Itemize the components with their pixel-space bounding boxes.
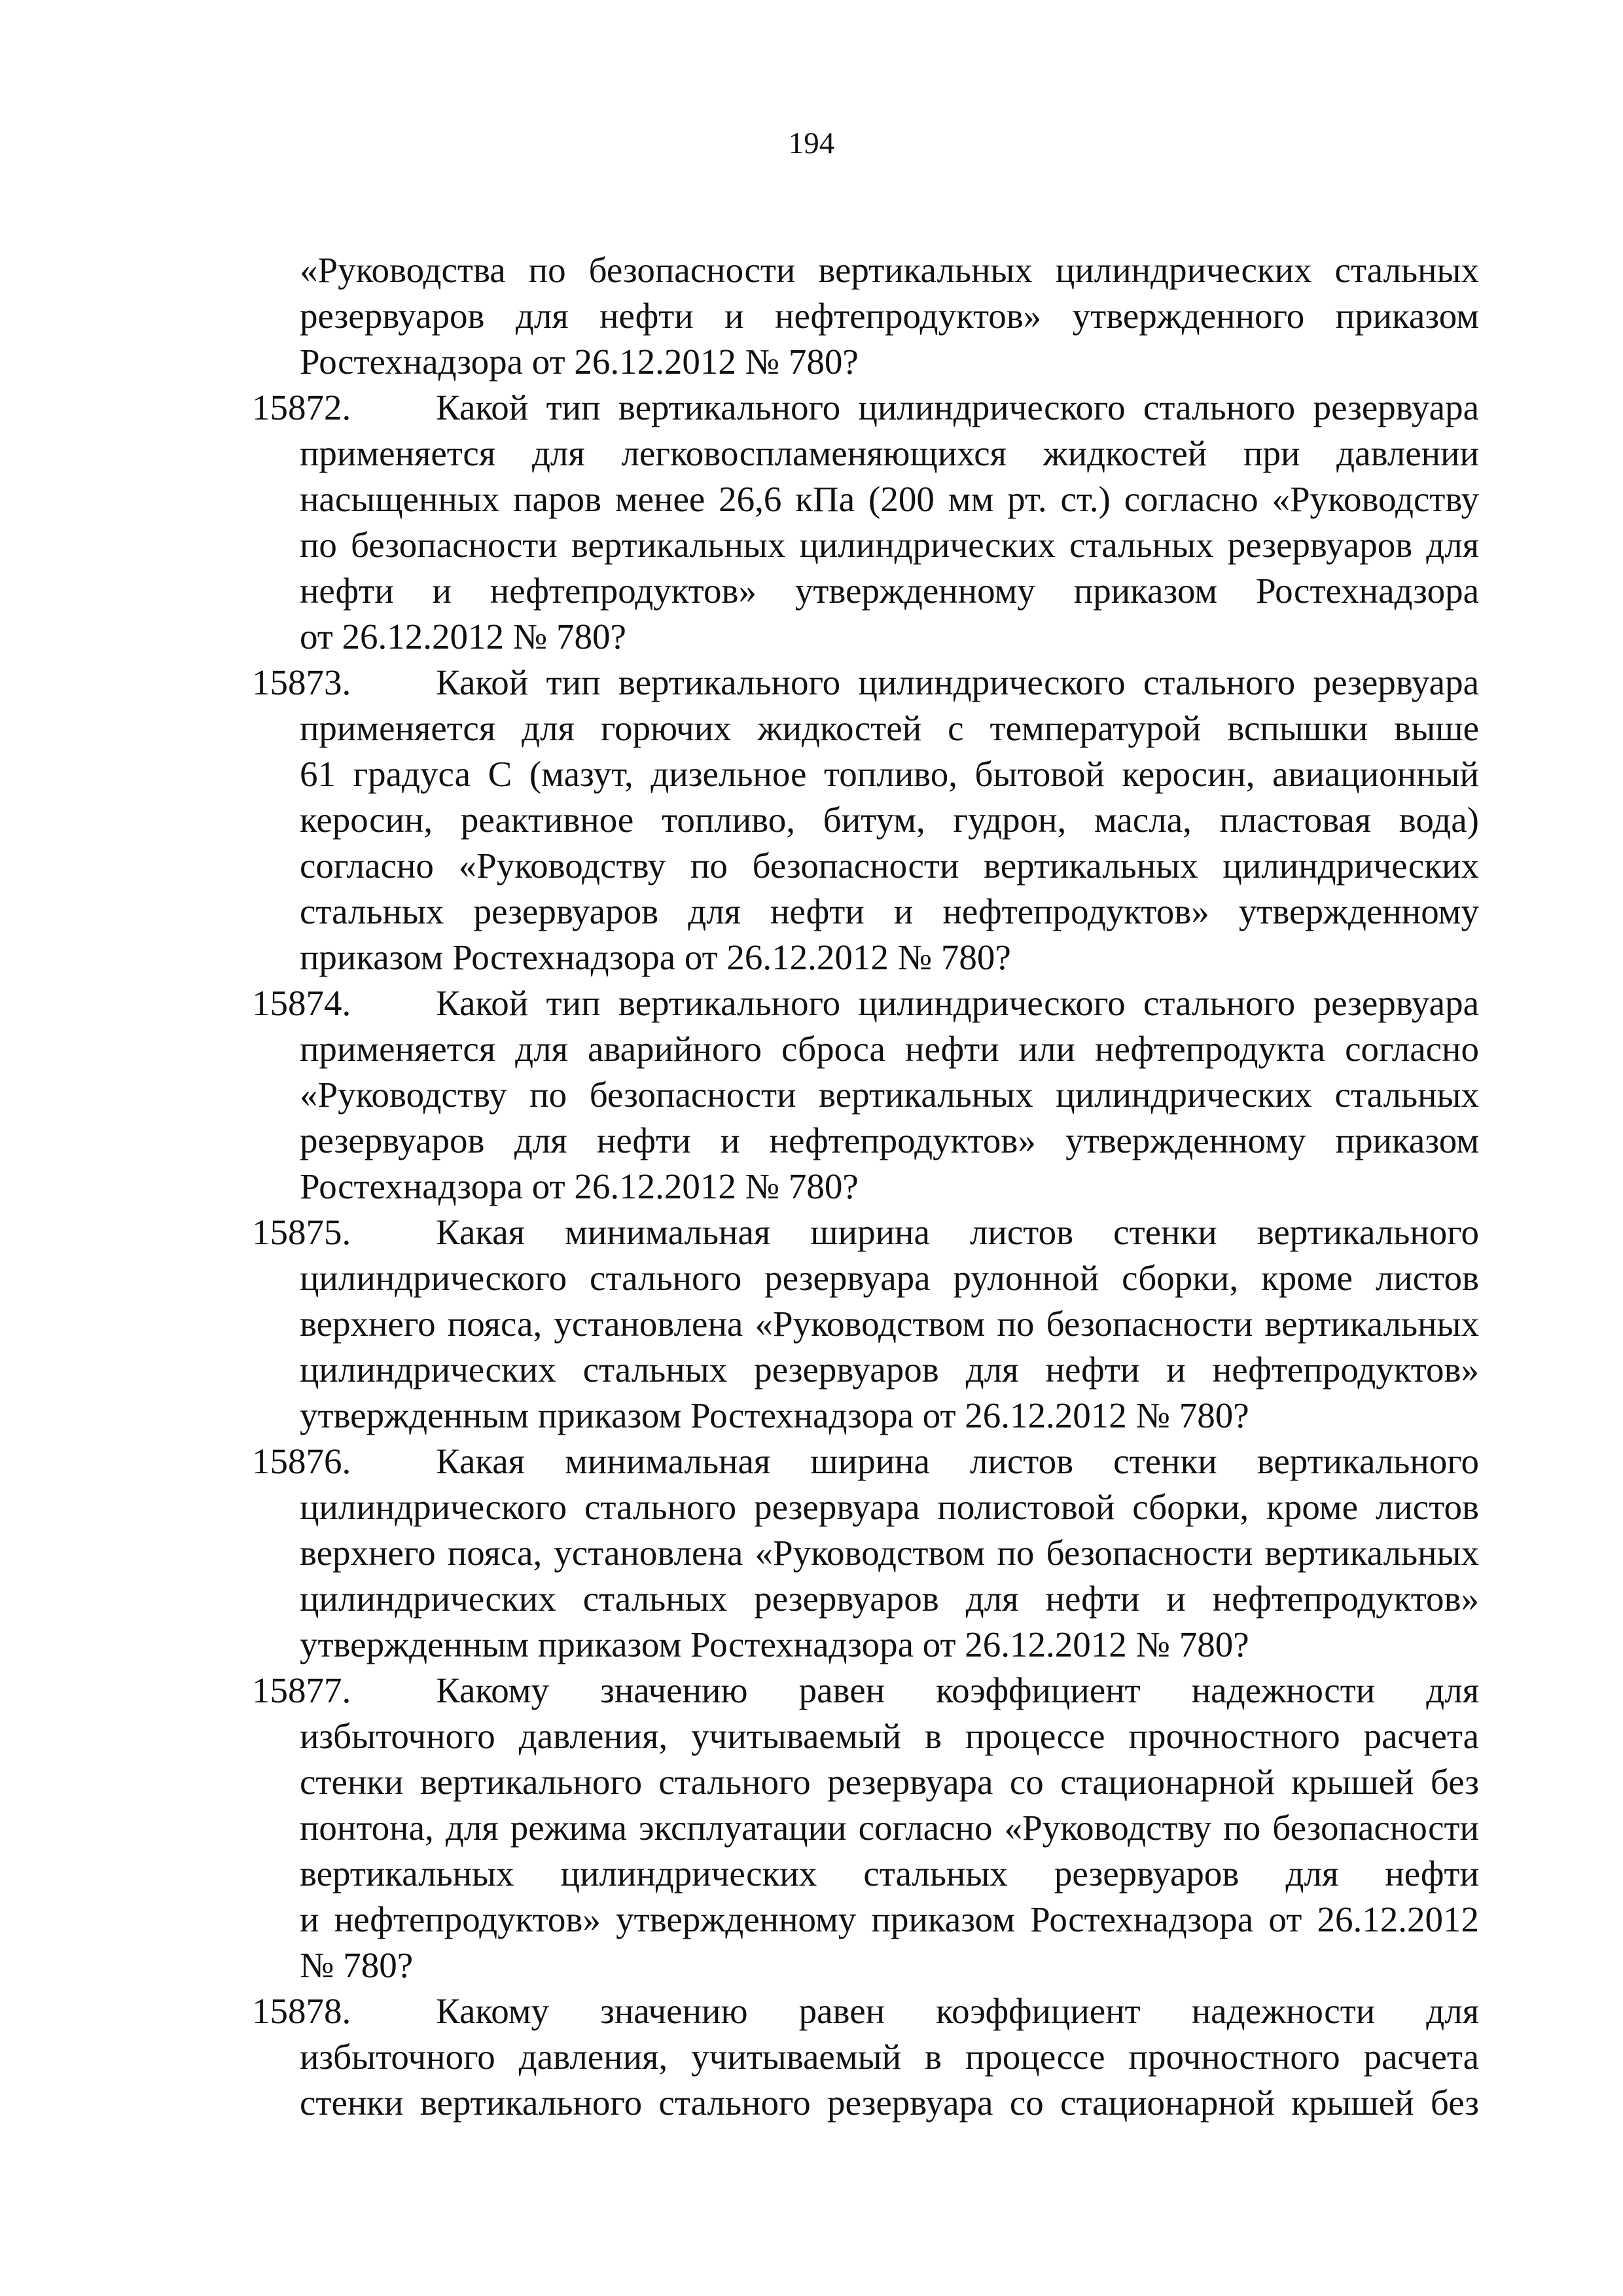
question-line: применяется для горючих жидкостей с температурой вспышки выше (300, 708, 1479, 748)
question-number: 15877. (252, 1670, 351, 1710)
question-number: 15875. (252, 1212, 351, 1252)
question-line: от 26.12.2012 № 780? (300, 617, 626, 656)
question-line: керосин, реактивное топливо, битум, гудрон, масла, пластовая вода) (300, 800, 1479, 840)
question-line: насыщенных паров менее 26,6 кПа (200 мм рт. ст.) согласно «Руководству (300, 479, 1479, 519)
question-line: Какой тип вертикального цилиндрического стального резервуара (436, 387, 1479, 427)
intro-line: Ростехнадзора от 26.12.2012 № 780? (300, 342, 859, 382)
question-line: Какой тип вертикального цилиндрического стального резервуара (436, 662, 1479, 702)
intro-line: «Руководства по безопасности вертикальных цилиндрических стальных (300, 250, 1479, 290)
question-line: Ростехнадзора от 26.12.2012 № 780? (300, 1166, 859, 1206)
question-line: резервуаров для нефти и нефтепродуктов» утвержденному приказом (300, 1121, 1479, 1160)
question-line: приказом Ростехнадзора от 26.12.2012 № 780? (300, 937, 1011, 977)
question-number: 15878. (252, 1991, 351, 2031)
question-line: согласно «Руководству по безопасности вертикальных цилиндрических (300, 846, 1479, 886)
question-line: стенки вертикального стального резервуара со стационарной крышей без (300, 1762, 1479, 1802)
question-line: 61 градуса С (мазут, дизельное топливо, бытовой керосин, авиационный (300, 754, 1479, 794)
question-number: 15873. (252, 662, 351, 702)
question-line: цилиндрических стальных резервуаров для нефти и нефтепродуктов» (300, 1579, 1479, 1619)
question-line: и нефтепродуктов» утвержденному приказом Ростехнадзора от 26.12.2012 (300, 1899, 1479, 1939)
question-line: применяется для аварийного сброса нефти или нефтепродукта согласно (300, 1029, 1479, 1069)
question-line: нефти и нефтепродуктов» утвержденному приказом Ростехнадзора (300, 571, 1479, 611)
question-line: Какой тип вертикального цилиндрического стального резервуара (436, 983, 1479, 1023)
question-line: цилиндрического стального резервуара рулонной сборки, кроме листов (300, 1258, 1479, 1298)
question-line: избыточного давления, учитываемый в процессе прочностного расчета (300, 2037, 1479, 2077)
question-line: понтона, для режима эксплуатации согласно «Руководству по безопасности (300, 1808, 1479, 1848)
question-line: Какая минимальная ширина листов стенки вертикального (436, 1212, 1479, 1252)
question-line: вертикальных цилиндрических стальных резервуаров для нефти (300, 1854, 1479, 1893)
intro-line: резервуаров для нефти и нефтепродуктов» утвержденного приказом (300, 296, 1479, 336)
question-line: утвержденным приказом Ростехнадзора от 26.12.2012 № 780? (300, 1624, 1249, 1664)
question-line: избыточного давления, учитываемый в процессе прочностного расчета (300, 1716, 1479, 1756)
question-line: Какая минимальная ширина листов стенки вертикального (436, 1441, 1479, 1481)
question-line: утвержденным приказом Ростехнадзора от 26.12.2012 № 780? (300, 1395, 1249, 1435)
question-line: верхнего пояса, установлена «Руководством по безопасности вертикальных (300, 1533, 1479, 1573)
question-line: верхнего пояса, установлена «Руководством по безопасности вертикальных (300, 1304, 1479, 1344)
question-line: стальных резервуаров для нефти и нефтепродуктов» утвержденному (300, 891, 1479, 931)
question-number: 15874. (252, 983, 351, 1023)
question-line: «Руководству по безопасности вертикальных цилиндрических стальных (300, 1075, 1479, 1115)
question-line: по безопасности вертикальных цилиндрических стальных резервуаров для (300, 525, 1479, 565)
page-number: 194 (788, 126, 835, 160)
question-line: применяется для легковоспламеняющихся жидкостей при давлении (300, 433, 1479, 473)
question-number: 15876. (252, 1441, 351, 1481)
question-line: Какому значению равен коэффициент надежности для (436, 1991, 1479, 2031)
question-number: 15872. (252, 387, 351, 427)
question-line: цилиндрического стального резервуара полистовой сборки, кроме листов (300, 1487, 1479, 1527)
question-line: стенки вертикального стального резервуара со стационарной крышей без (300, 2083, 1479, 2123)
question-line: № 780? (300, 1945, 414, 1985)
question-line: цилиндрических стальных резервуаров для нефти и нефтепродуктов» (300, 1350, 1479, 1390)
question-line: Какому значению равен коэффициент надежности для (436, 1670, 1479, 1710)
